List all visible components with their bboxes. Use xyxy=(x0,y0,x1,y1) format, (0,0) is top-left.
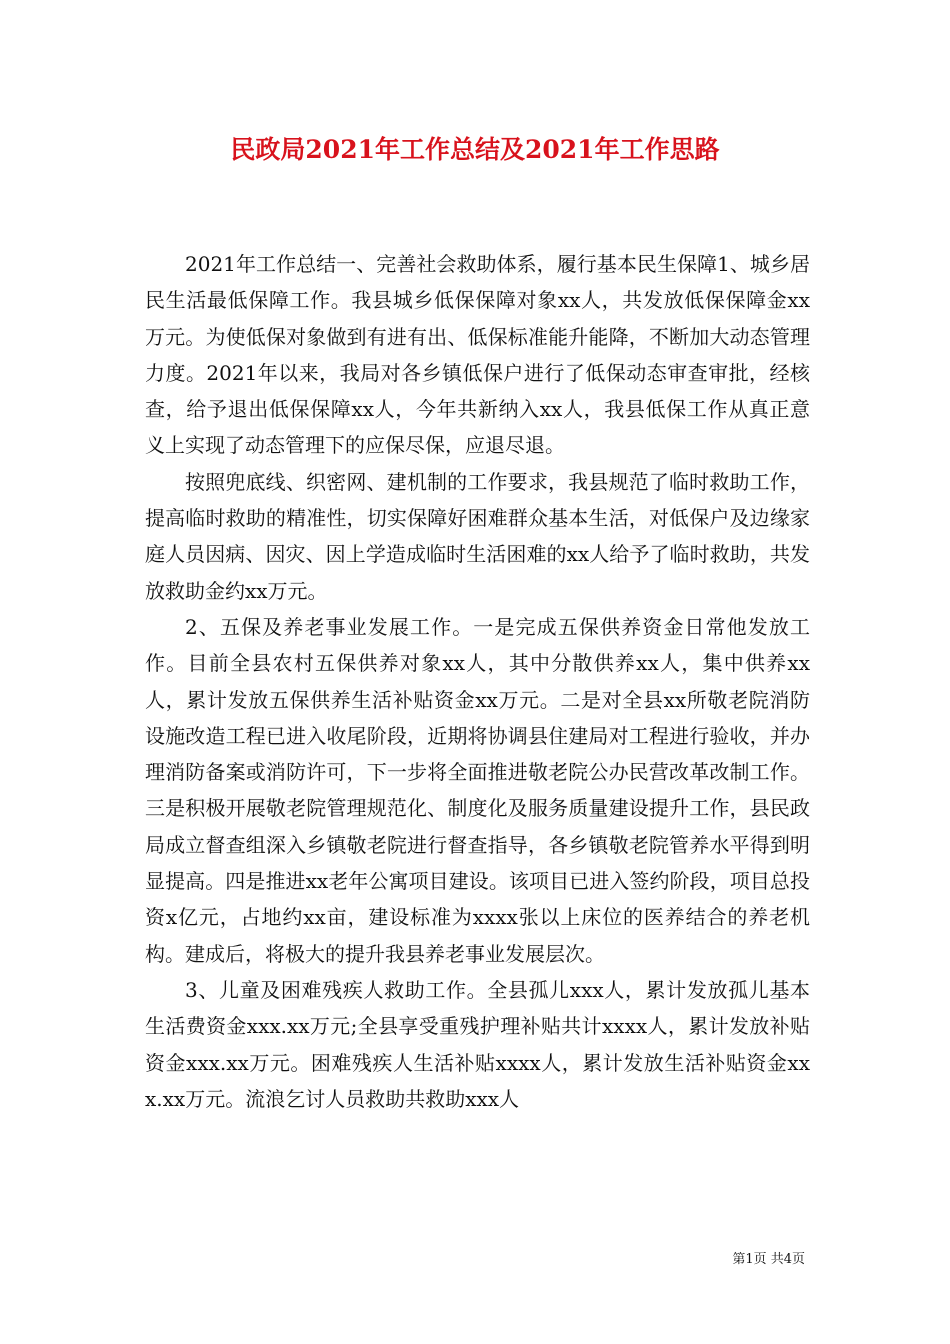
document-body xyxy=(145,246,810,1117)
paragraph-3: 2、五保及养老事业发展工作。一是完成五保供养资金日常他发放工作。目前全县农村五保供养对象xx人，其中分散供养xx人，集中供养xx人，累计发放五保供养生活补贴资金xx万元。二是对全县xx所敬老院消防设施改造工程已进入收尾阶段，近期将协调县住建局对工程进行验收，并办理消防备案或消防许可，下一步将全面推进敬老院公办民营改革改制工作。三是积极开展敬老院管理规范化、制度化及服务质量建设提升工作，县民政局成立督查组深入乡镇敬老院进行督查指导，各乡镇敬老院管养水平得到明显提高。四是推进xx老年公寓项目建设。该项目已进入签约阶段，项目总投资x亿元，占地约xx亩，建设标准为xxxx张以上床位的医养结合的养老机构。建成后，将极大的提升我县养老事业发展层次。 xyxy=(145,614,810,966)
page-number-footer: 第1页 共4页 xyxy=(732,1252,805,1267)
paragraph-2: 按照兜底线、织密网、建机制的工作要求，我县规范了临时救助工作，提高临时救助的精准性，切实保障好困难群众基本生活，对低保户及边缘家庭人员因病、因灾、因上学造成临时生活困难的xx人给予了临时救助，共发放救助金约xx万元。 xyxy=(145,469,810,603)
paragraph-1: 2021年工作总结一、完善社会救助体系，履行基本民生保障1、城乡居民生活最低保障工作。我县城乡低保保障对象xx人，共发放低保保障金xx万元。为使低保对象做到有进有出、低保标准能升能降，不断加大动态管理力度。2021年以来，我局对各乡镇低保户进行了低保动态审查审批，经核查，给予退出低保保障xx人，今年共新纳入xx人，我县低保工作从真正意义上实现了动态管理下的应保尽保，应退尽退。 xyxy=(145,252,810,458)
page-title: 民政局2021年工作总结及2021年工作思路 xyxy=(230,135,720,164)
paragraph-4: 3、儿童及困难残疾人救助工作。全县孤儿xxx人，累计发放孤儿基本生活费资金xxx.xx万元;全县享受重残护理补贴共计xxxx人，累计发放补贴资金xxx.xx万元。困难残疾人生活补贴xxxx人，累计发放生活补贴资金xxx.xx万元。流浪乞讨人员救助共救助xxx人 xyxy=(145,977,810,1111)
